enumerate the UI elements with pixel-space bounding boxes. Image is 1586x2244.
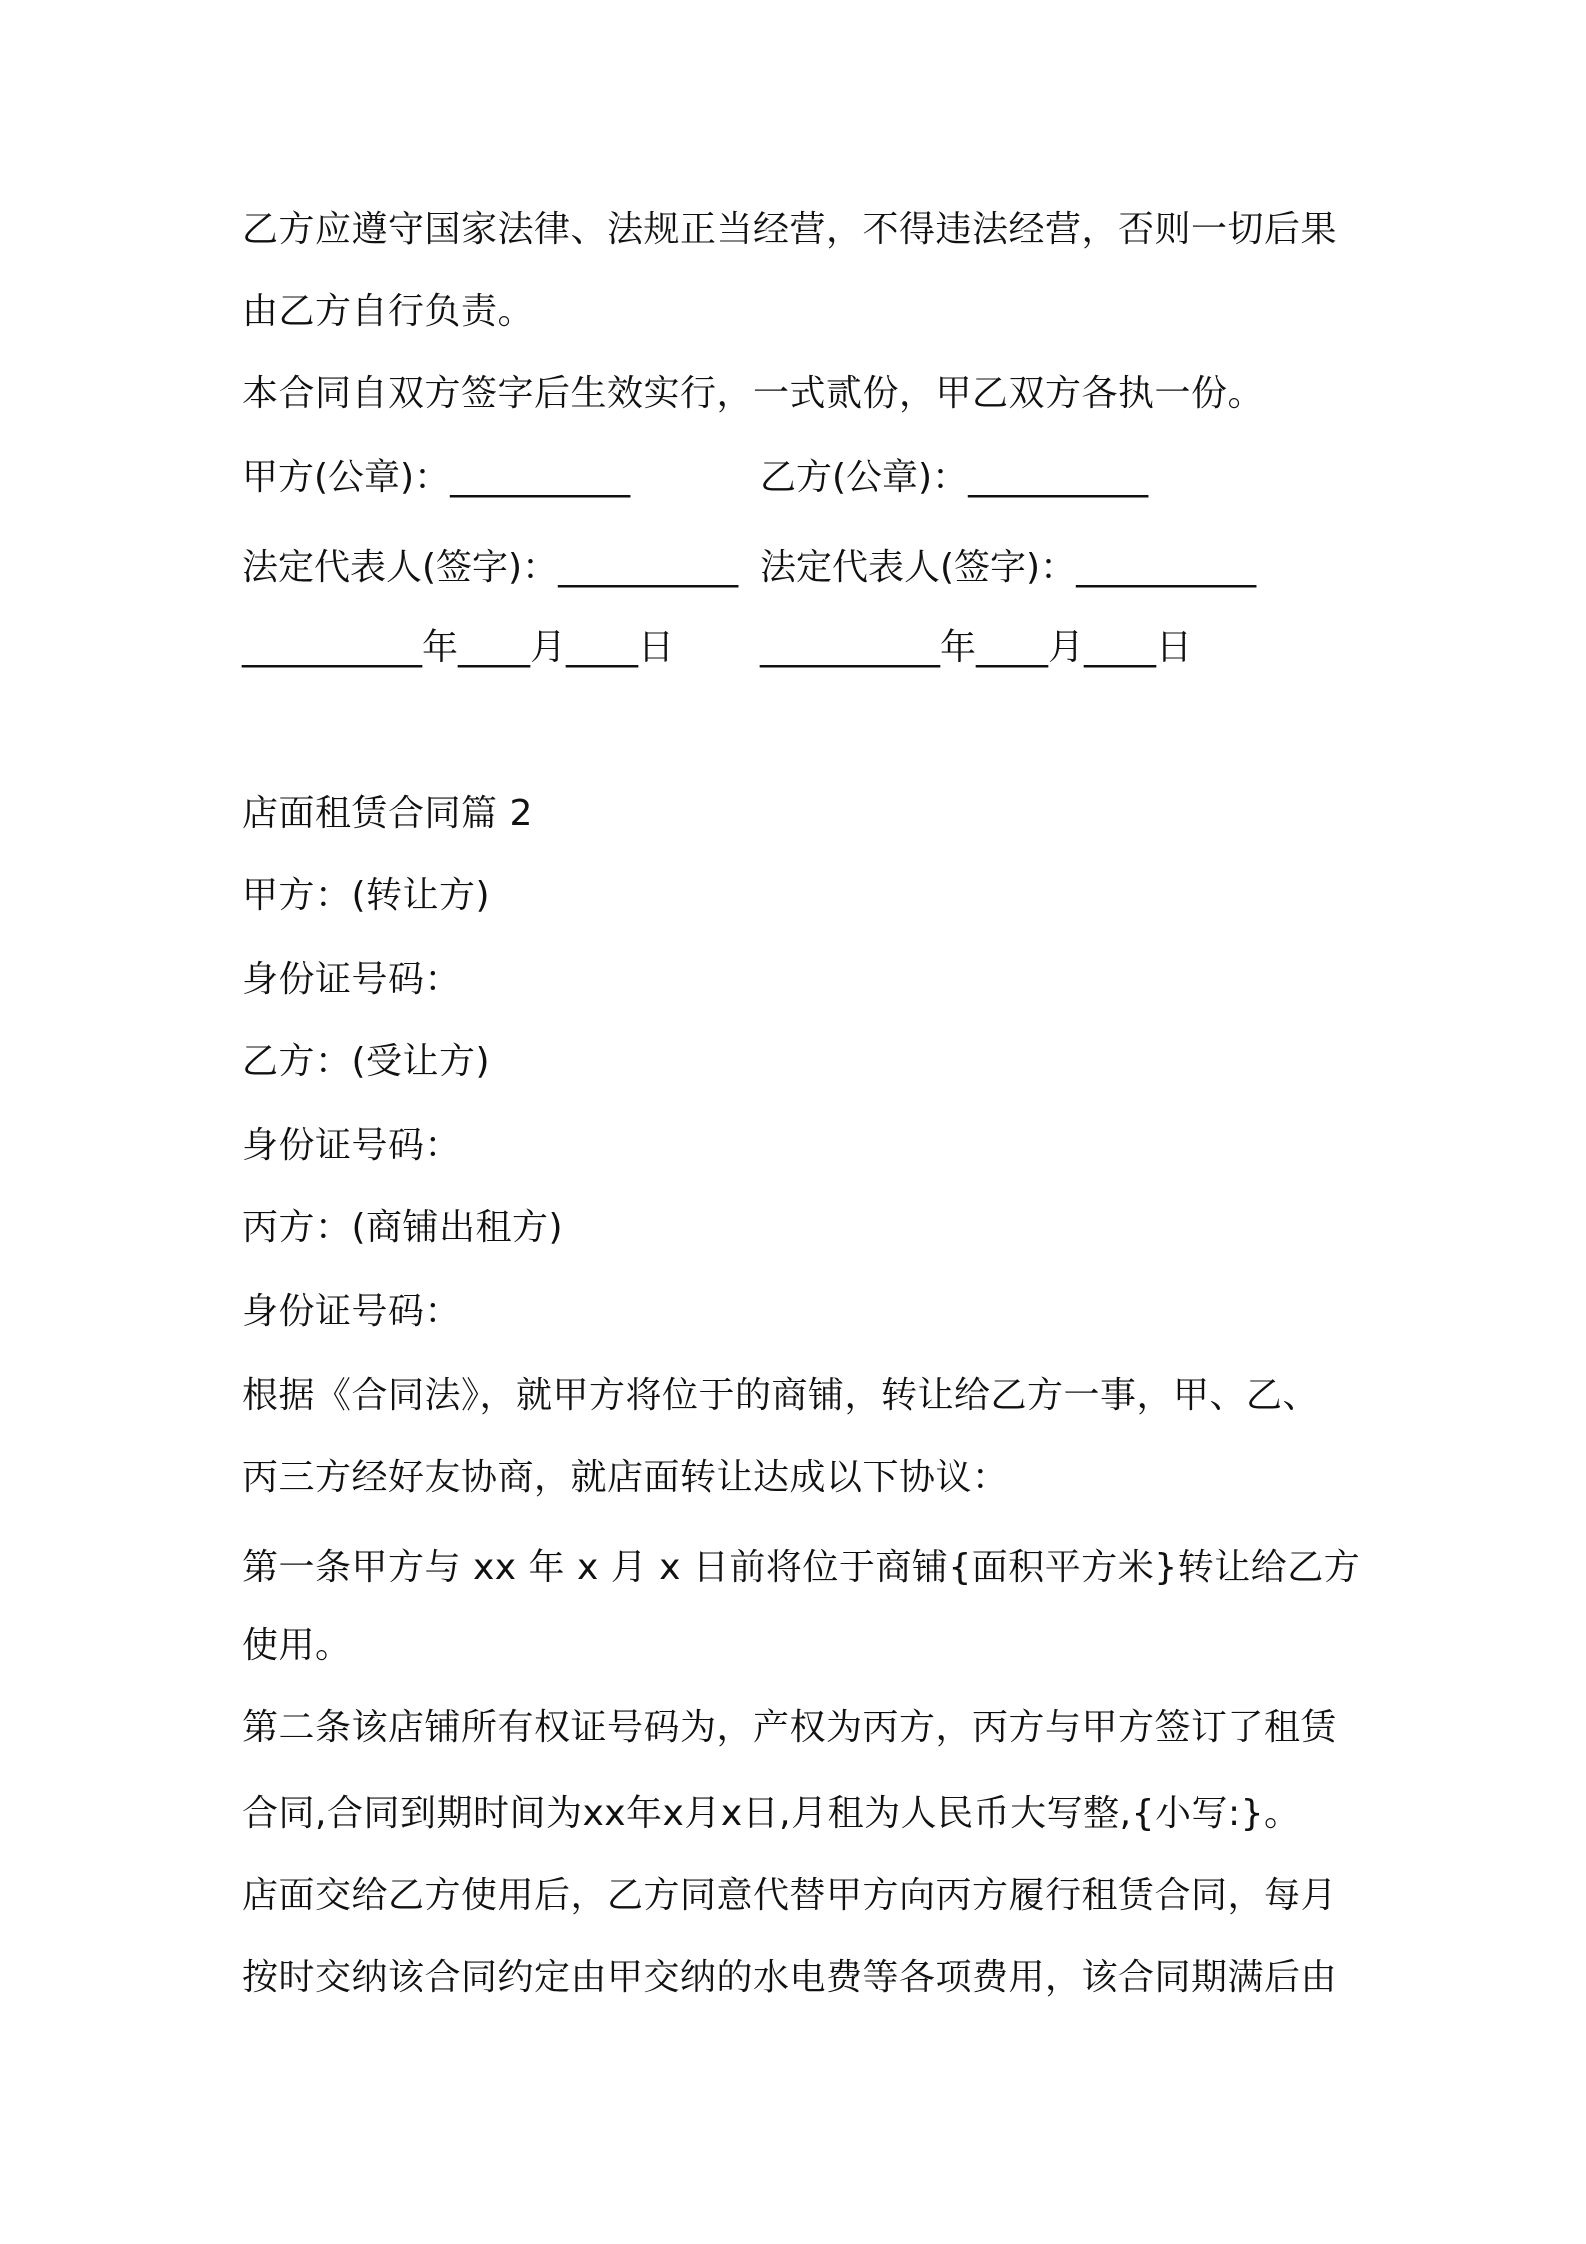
paragraph-line: 丙方：(商铺出租方) bbox=[242, 1207, 564, 1248]
rep-b-signature: 法定代表人(签字)：__________ bbox=[760, 547, 1257, 588]
paragraph-line: 丙三方经好友协商，就店面转让达成以下协议： bbox=[242, 1457, 1009, 1498]
date-a: __________年____月____日 bbox=[242, 627, 674, 668]
paragraph-line: 根据《合同法》，就甲方将位于的商铺，转让给乙方一事，甲、乙、 bbox=[242, 1375, 1320, 1416]
paragraph-line: 使用。 bbox=[242, 1625, 352, 1666]
paragraph-line: 第一条甲方与 xx 年 x 月 x 日前将位于商铺{面积平方米}转让给乙方 bbox=[242, 1547, 1361, 1588]
paragraph-line: 由乙方自行负责。 bbox=[242, 291, 535, 332]
party-a-seal: 甲方(公章)：__________ bbox=[242, 457, 631, 498]
paragraph-line: 店面交给乙方使用后，乙方同意代替甲方向丙方履行租赁合同，每月 bbox=[242, 1875, 1338, 1916]
section-title: 店面租赁合同篇 2 bbox=[242, 793, 533, 834]
paragraph-line: 第二条该店铺所有权证号码为，产权为丙方，丙方与甲方签订了租赁 bbox=[242, 1707, 1338, 1748]
paragraph-line: 乙方应遵守国家法律、法规正当经营，不得违法经营，否则一切后果 bbox=[242, 209, 1338, 250]
paragraph-line: 身份证号码： bbox=[242, 959, 462, 1000]
paragraph-line: 甲方：(转让方) bbox=[242, 875, 491, 916]
paragraph-line: 合同,合同到期时间为xx年x月x日,月租为人民币大写整,{小写:}。 bbox=[242, 1793, 1301, 1834]
paragraph-line: 身份证号码： bbox=[242, 1125, 462, 1166]
paragraph-line: 身份证号码： bbox=[242, 1291, 462, 1332]
paragraph-line: 本合同自双方签字后生效实行，一式贰份，甲乙双方各执一份。 bbox=[242, 373, 1265, 414]
rep-a-signature: 法定代表人(签字)：__________ bbox=[242, 547, 739, 588]
party-b-seal: 乙方(公章)：__________ bbox=[760, 457, 1149, 498]
date-b: __________年____月____日 bbox=[760, 627, 1192, 668]
paragraph-line: 乙方：(受让方) bbox=[242, 1041, 491, 1082]
paragraph-line: 按时交纳该合同约定由甲交纳的水电费等各项费用，该合同期满后由 bbox=[242, 1957, 1338, 1998]
